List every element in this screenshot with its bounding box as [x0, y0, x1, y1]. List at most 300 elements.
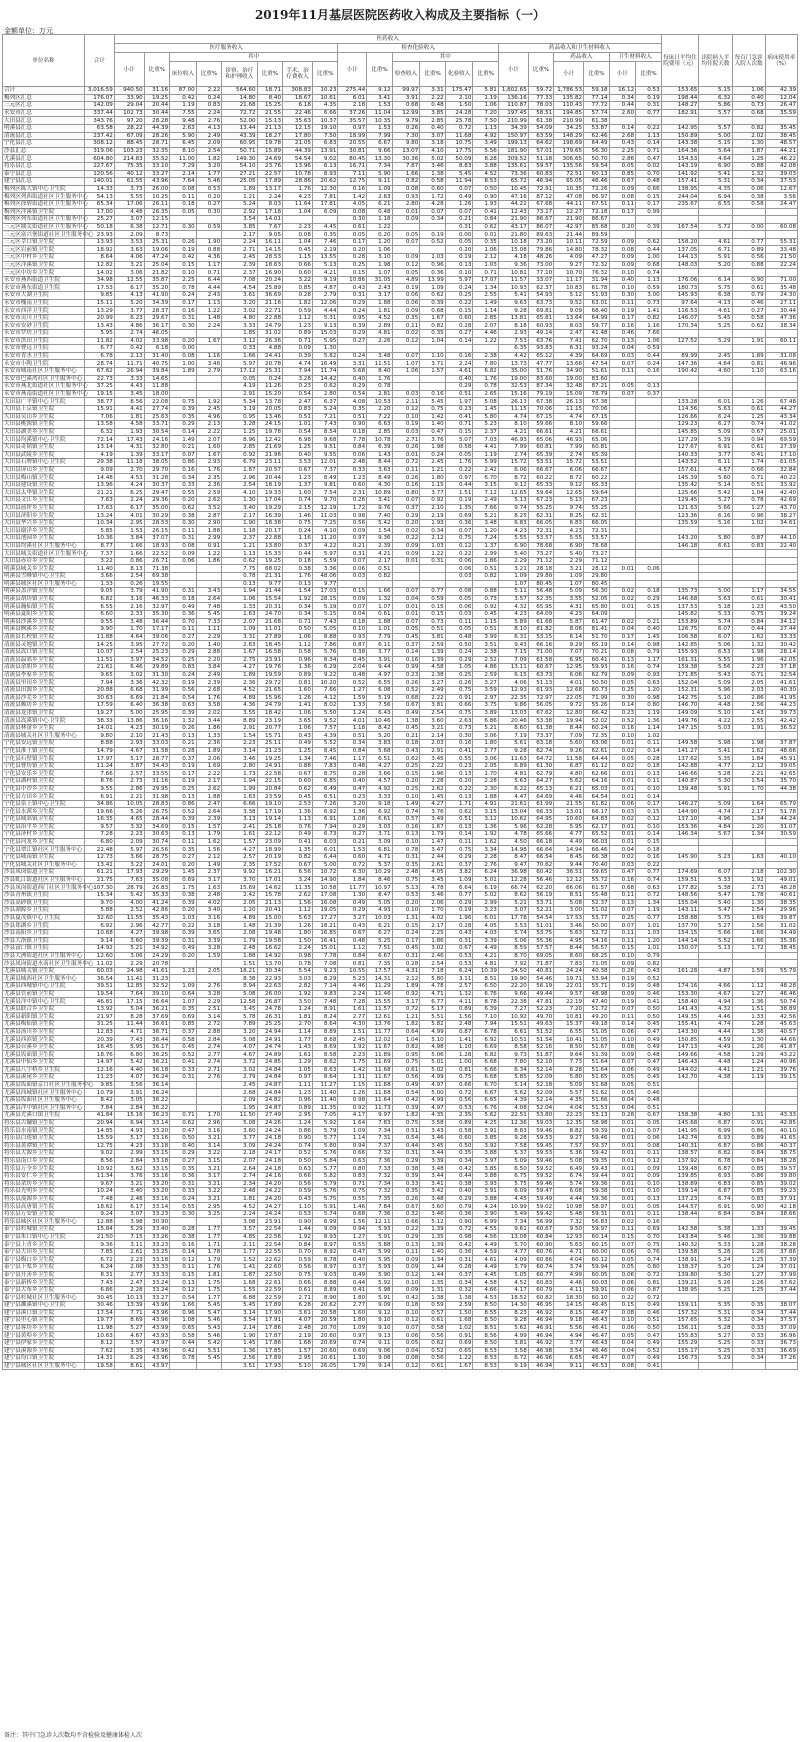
value-cell: 63.06 [584, 740, 609, 748]
value-cell: 7.21 [312, 413, 337, 421]
value-cell [636, 459, 662, 467]
unit-name-cell: 泰宁县朱口镇中心卫生院 [3, 1233, 85, 1241]
value-cell: 54.46 [528, 975, 553, 983]
value-cell: 47.24 [144, 254, 169, 262]
value-cell: 1.39 [420, 656, 445, 664]
value-cell: 17.03 [312, 588, 337, 596]
value-cell: 85.68 [584, 223, 609, 231]
value-cell: 0.14 [392, 648, 420, 656]
value-cell: 1.60 [196, 443, 221, 451]
value-cell: 69.59 [765, 436, 797, 444]
value-cell: 2.85 [473, 314, 498, 322]
value-cell: 141.95 [661, 1127, 699, 1135]
value-cell: 42.69 [765, 497, 797, 505]
value-cell: 51.01 [528, 922, 553, 930]
value-cell: 93.83 [528, 345, 553, 353]
value-cell: 1.98 [732, 648, 765, 656]
value-cell: 1.76 [367, 375, 392, 383]
value-cell: 0.82 [392, 1043, 420, 1051]
value-cell: 21.31 [257, 573, 282, 581]
value-cell: 46.94 [528, 1332, 553, 1340]
value-cell: 0.26 [392, 1195, 420, 1203]
value-cell: 0.28 [445, 922, 473, 930]
value-cell: 1.66 [170, 1302, 197, 1310]
value-cell: 4.47 [498, 793, 528, 801]
value-cell: 0.59 [283, 1256, 313, 1264]
value-cell: 4.11 [554, 1286, 584, 1294]
value-cell: 6.68 [114, 686, 144, 694]
value-cell: 0.07 [636, 1127, 662, 1135]
value-cell: 0.36 [170, 610, 197, 618]
value-cell [765, 550, 797, 558]
value-cell: 0.49 [283, 740, 313, 748]
value-cell: 0.84 [473, 216, 498, 224]
value-cell: 0.64 [170, 990, 197, 998]
value-cell: 5.20 [699, 261, 732, 269]
value-cell: 3.22 [84, 557, 114, 565]
value-cell: 30.19 [144, 724, 169, 732]
value-cell: 7.34 [498, 1218, 528, 1226]
value-cell: 2.91 [222, 390, 257, 398]
value-cell: 2.82 [283, 983, 313, 991]
value-cell: 46.91 [528, 1324, 553, 1332]
value-cell: 6.43 [367, 709, 392, 717]
value-cell: 48.98 [584, 990, 609, 998]
value-cell: 0.15 [609, 1302, 636, 1310]
value-cell: 43.34 [765, 413, 797, 421]
value-cell: 0.40 [283, 451, 313, 459]
value-cell: 2.48 [338, 459, 367, 467]
value-cell: 6.27 [699, 421, 732, 429]
value-cell: 5.80 [473, 413, 498, 421]
value-cell: 37.69 [144, 1013, 169, 1021]
h-bed: 床位收入 [170, 62, 197, 87]
value-cell: 11.17 [554, 276, 584, 284]
value-cell [661, 375, 699, 383]
value-cell: 10.78 [367, 436, 392, 444]
value-cell: 0.43 [338, 284, 367, 292]
value-cell: 4.35 [312, 102, 337, 110]
value-cell: 64.95 [528, 816, 553, 824]
value-cell: 37.44 [765, 1286, 797, 1294]
value-cell: 1.26 [338, 1089, 367, 1097]
value-cell: 4.74 [699, 1021, 732, 1029]
value-cell: 7.99 [554, 443, 584, 451]
value-cell: 4.48 [114, 208, 144, 216]
value-cell: 0.92 [222, 451, 257, 459]
value-cell: 36.24 [144, 1074, 169, 1082]
value-cell: 5.28 [699, 1248, 732, 1256]
value-cell: 3.34 [473, 846, 498, 854]
unit-name-cell: 清流县龙津镇卫生院 [3, 709, 85, 717]
value-cell: 60.41 [584, 656, 609, 664]
value-cell: 9.23 [312, 967, 337, 975]
value-cell [661, 1096, 699, 1104]
value-cell: 0.05 [609, 383, 636, 391]
value-cell: 6.44 [196, 276, 221, 284]
value-cell: 0.04 [609, 1096, 636, 1104]
value-cell: 1.32 [170, 717, 197, 725]
value-cell: 72.26 [584, 185, 609, 193]
value-cell: 4.49 [473, 945, 498, 953]
value-cell: 43.50 [765, 603, 797, 611]
value-cell [732, 231, 765, 239]
value-cell: 17.57 [367, 967, 392, 975]
value-cell: 2.68 [222, 1089, 257, 1097]
table-row [3, 322, 798, 330]
value-cell: 1.94 [222, 588, 257, 596]
value-cell: 9.13 [367, 1332, 392, 1340]
value-cell: 60.22 [584, 474, 609, 482]
value-cell: 0.11 [609, 937, 636, 945]
value-cell: 0.42 [114, 345, 144, 353]
value-cell: 1.03 [420, 254, 445, 262]
value-cell: 0.07 [420, 208, 445, 216]
value-cell: 22.73 [84, 375, 114, 383]
value-cell: 3.91 [367, 656, 392, 664]
value-cell: 19.78 [257, 428, 282, 436]
value-cell: 34.55 [765, 588, 797, 596]
value-cell: 6.24 [699, 413, 732, 421]
value-cell: 343.76 [84, 117, 114, 125]
value-cell: 24.98 [114, 967, 144, 975]
value-cell: 10.03 [367, 914, 392, 922]
value-cell: 13.78 [257, 398, 282, 406]
value-cell: 1.64 [338, 1119, 367, 1127]
value-cell: 0.61 [283, 1286, 313, 1294]
value-cell: 0.63 [283, 1165, 313, 1173]
value-cell: 0.72 [392, 1005, 420, 1013]
value-cell: 9.36 [367, 535, 392, 543]
value-cell: 1.82 [196, 155, 221, 163]
value-cell: 0.43 [609, 140, 636, 148]
value-cell: 8.47 [498, 853, 528, 861]
value-cell: 39.98 [144, 929, 169, 937]
value-cell: 136.16 [498, 94, 528, 102]
value-cell: 42.08 [765, 162, 797, 170]
value-cell: 5.17 [114, 755, 144, 763]
unit-name-cell: 梅列区汇总 [3, 94, 85, 102]
unit-name-cell: 建宁县客坊乡卫生院 [3, 1324, 85, 1332]
value-cell: 144.14 [661, 937, 699, 945]
value-cell: 0.81 [338, 960, 367, 968]
value-cell: 0.30 [445, 732, 473, 740]
value-cell: 3.91 [114, 1089, 144, 1097]
value-cell: 0.53 [445, 1104, 473, 1112]
county-summary-row [3, 94, 798, 102]
value-cell: 1.90 [222, 1332, 257, 1340]
value-cell: 65.95 [528, 603, 553, 611]
value-cell: 0.24 [338, 307, 367, 315]
value-cell: 11.23 [84, 1074, 114, 1082]
value-cell: 2.28 [420, 778, 445, 786]
value-cell: 0.17 [636, 800, 662, 808]
value-cell: 7.40 [367, 512, 392, 520]
value-cell: 5.32 [699, 1317, 732, 1325]
value-cell: 30.63 [84, 694, 114, 702]
value-cell: 1.87 [732, 147, 765, 155]
value-cell: 1.13 [283, 816, 313, 824]
value-cell: 3.66 [84, 573, 114, 581]
value-cell: 7.48 [84, 1195, 114, 1203]
value-cell: 1.48 [196, 314, 221, 322]
value-cell: 24.91 [257, 1036, 282, 1044]
value-cell: 5.66 [699, 504, 732, 512]
value-cell: 52.00 [222, 117, 257, 125]
value-cell [765, 952, 797, 960]
value-cell: 0.82 [392, 178, 420, 186]
value-cell: 103.23 [114, 147, 144, 155]
value-cell: 4.35 [554, 1096, 584, 1104]
value-cell: 5.97 [222, 360, 257, 368]
header-service: 医疗服务收入 [114, 44, 338, 53]
value-cell: 63.73 [528, 671, 553, 679]
value-cell: 17.00 [84, 208, 114, 216]
value-cell: 138.89 [661, 1180, 699, 1188]
value-cell: 51.64 [584, 1066, 609, 1074]
value-cell: 40.57 [765, 1028, 797, 1036]
value-cell: 5.17 [420, 1005, 445, 1013]
value-cell: 5.43 [196, 1324, 221, 1332]
value-cell: 0.79 [732, 292, 765, 300]
value-cell: 7.48 [196, 603, 221, 611]
value-cell: 10.36 [84, 535, 114, 543]
value-cell: 3.40 [196, 907, 221, 915]
table-row [3, 573, 798, 581]
value-cell: 0.09 [636, 1165, 662, 1173]
value-cell: 17.52 [257, 861, 282, 869]
value-cell: 2.34 [222, 1180, 257, 1188]
unit-name-cell: 清流县嵩口镇卫生院 [3, 648, 85, 656]
value-cell: 3.57 [222, 1226, 257, 1234]
value-cell: 3.66 [114, 853, 144, 861]
value-cell: 1.81 [114, 413, 144, 421]
value-cell: 7.83 [367, 1119, 392, 1127]
value-cell: 2.25 [609, 147, 636, 155]
value-cell: 6.91 [84, 793, 114, 801]
value-cell: 9.03 [312, 1271, 337, 1279]
county-summary-row [3, 117, 798, 125]
value-cell: 0.18 [392, 740, 420, 748]
value-cell: 133.28 [661, 398, 699, 406]
value-cell: 6.06 [498, 466, 528, 474]
value-cell: 1.03 [170, 914, 197, 922]
value-cell: 4.80 [222, 314, 257, 322]
value-cell [392, 375, 420, 383]
value-cell [732, 952, 765, 960]
value-cell: 0.84 [338, 443, 367, 451]
value-cell: 52.35 [528, 595, 553, 603]
value-cell: 0.69 [170, 876, 197, 884]
unit-name-cell: 明溪县盖洋镇卫生院 [3, 588, 85, 596]
unit-name-cell: 大田县上京镇卫生院 [3, 405, 85, 413]
value-cell: 12.58 [222, 998, 257, 1006]
value-cell: 1.07 [392, 360, 420, 368]
value-cell: 36.25 [144, 1051, 169, 1059]
value-cell: 6.22 [498, 785, 528, 793]
value-cell: 0.37 [636, 390, 662, 398]
unit-name-cell: 宁化县翠江镇社区卫生服务中心 [3, 846, 85, 854]
value-cell: 41.87 [765, 1043, 797, 1051]
value-cell: 0.82 [473, 573, 498, 581]
value-cell: 59.46 [528, 1127, 553, 1135]
value-cell: 8.51 [473, 975, 498, 983]
value-cell: 2.73 [114, 778, 144, 786]
value-cell: 0.33 [222, 345, 257, 353]
value-cell: 5.61 [498, 740, 528, 748]
table-row [3, 1051, 798, 1059]
value-cell: 42.77 [144, 922, 169, 930]
value-cell: 24.22 [257, 1188, 282, 1196]
value-cell: 2.11 [222, 1241, 257, 1249]
value-cell: 0.15 [636, 808, 662, 816]
value-cell: 1.63 [196, 884, 221, 892]
unit-name-cell: 宁化县石壁镇卫生院 [3, 755, 85, 763]
value-cell: 4.71 [554, 1248, 584, 1256]
table-row [3, 975, 798, 983]
value-cell: 0.10 [609, 732, 636, 740]
value-cell: 0.05 [445, 626, 473, 634]
value-cell: 81.82 [528, 626, 553, 634]
value-cell: 36.18 [144, 1066, 169, 1074]
value-cell: 11.01 [257, 626, 282, 634]
value-cell: 63.59 [528, 132, 553, 140]
value-cell: 0.80 [636, 1264, 662, 1272]
value-cell: 2.07 [222, 1157, 257, 1165]
value-cell: 67.23 [528, 497, 553, 505]
value-cell: 1.40 [420, 1248, 445, 1256]
table-row [3, 443, 798, 451]
table-row [3, 838, 798, 846]
value-cell: 65.03 [584, 785, 609, 793]
value-cell: 22.55 [257, 1248, 282, 1256]
value-cell: 5.47 [196, 1309, 221, 1317]
value-cell: 72.97 [528, 694, 553, 702]
value-cell: 6.51 [312, 793, 337, 801]
value-cell: 52.09 [528, 1074, 553, 1082]
value-cell: 5.80 [699, 535, 732, 543]
value-cell: 0.12 [392, 405, 420, 413]
value-cell: 0.67 [392, 702, 420, 710]
value-cell: 13.41 [84, 861, 114, 869]
value-cell: 0.51 [445, 390, 473, 398]
value-cell: 9.26 [554, 747, 584, 755]
value-cell: 1.44 [420, 1264, 445, 1272]
value-cell: 0.90 [283, 1134, 313, 1142]
value-cell: 158.40 [661, 998, 699, 1006]
value-cell [699, 117, 732, 125]
value-cell: 0.04 [609, 1347, 636, 1355]
value-cell: 0.14 [609, 1021, 636, 1029]
value-cell: 37.07 [144, 535, 169, 543]
value-cell: 20.88 [84, 686, 114, 694]
value-cell: 13.17 [257, 185, 282, 193]
value-cell: 14.15 [554, 1302, 584, 1310]
value-cell: 55.26 [584, 702, 609, 710]
value-cell [636, 117, 662, 125]
value-cell: 1.77 [196, 1226, 221, 1234]
value-cell: 24.85 [257, 1059, 282, 1067]
value-cell: 7.41 [554, 337, 584, 345]
value-cell: 3.46 [222, 755, 257, 763]
value-cell: 11.40 [312, 1089, 337, 1097]
value-cell: 3.85 [222, 223, 257, 231]
value-cell: 36.23 [144, 1112, 169, 1120]
value-cell: 62.31 [584, 512, 609, 520]
value-cell: 2.14 [420, 732, 445, 740]
value-cell [661, 960, 699, 968]
value-cell: 0.48 [420, 102, 445, 110]
value-cell: 17.87 [257, 1332, 282, 1340]
value-cell: 1.38 [445, 1294, 473, 1302]
value-cell: 19.27 [84, 709, 114, 717]
value-cell: 64.72 [528, 755, 553, 763]
unit-name-cell: 明溪县沙溪乡卫生院 [3, 618, 85, 626]
value-cell: 43.33 [765, 1112, 797, 1120]
value-cell: 2.38 [473, 648, 498, 656]
value-cell: 22.54 [257, 1226, 282, 1234]
value-cell: 6.28 [283, 1302, 313, 1310]
value-cell: 43.99 [144, 1324, 169, 1332]
value-cell: 3.06 [114, 269, 144, 277]
value-cell: 11.00 [170, 155, 197, 163]
value-cell: 59.46 [584, 1134, 609, 1142]
value-cell: 0.01 [609, 1134, 636, 1142]
value-cell: 0.69 [445, 512, 473, 520]
value-cell: 4.24 [473, 1203, 498, 1211]
value-cell: 9.70 [84, 899, 114, 907]
value-cell: 4.44 [196, 284, 221, 292]
value-cell: 145.93 [661, 292, 699, 300]
value-cell: 8.72 [498, 474, 528, 482]
value-cell: 2.29 [554, 557, 584, 565]
value-cell: 2.09 [114, 838, 144, 846]
value-cell: 1.63 [222, 610, 257, 618]
value-cell [732, 1104, 765, 1112]
value-cell: 0.42 [445, 1241, 473, 1249]
value-cell: 43.22 [765, 1051, 797, 1059]
value-cell: 0.80 [636, 702, 662, 710]
value-cell: 6.78 [473, 1028, 498, 1036]
value-cell: 0.07 [392, 1324, 420, 1332]
value-cell: 1.02 [732, 519, 765, 527]
value-cell [732, 732, 765, 740]
value-cell: 1.18 [338, 724, 367, 732]
value-cell: 1.48 [222, 922, 257, 930]
value-cell: 1.98 [367, 261, 392, 269]
value-cell: 1.09 [338, 1127, 367, 1135]
value-cell: 1.77 [196, 1294, 221, 1302]
value-cell: 5.23 [338, 975, 367, 983]
value-cell: 49.44 [528, 990, 553, 998]
value-cell: 0.53 [392, 891, 420, 899]
value-cell: 155.93 [661, 648, 699, 656]
value-cell: 60.11 [765, 337, 797, 345]
value-cell: 11.15 [554, 405, 584, 413]
value-cell: 5.00 [699, 588, 732, 596]
value-cell: 25.31 [257, 367, 282, 375]
value-cell: 13.30 [367, 155, 392, 163]
value-cell: 13.44 [222, 124, 257, 132]
value-cell: 0.26 [392, 443, 420, 451]
value-cell: 5.93 [367, 1226, 392, 1234]
value-cell: 61.82 [584, 800, 609, 808]
value-cell [609, 497, 636, 505]
value-cell: 210.99 [554, 117, 584, 125]
value-cell: 5.68 [367, 747, 392, 755]
unit-name-cell: 大田县赤岩乡卫生院 [3, 557, 85, 565]
value-cell: 2.24 [445, 360, 473, 368]
